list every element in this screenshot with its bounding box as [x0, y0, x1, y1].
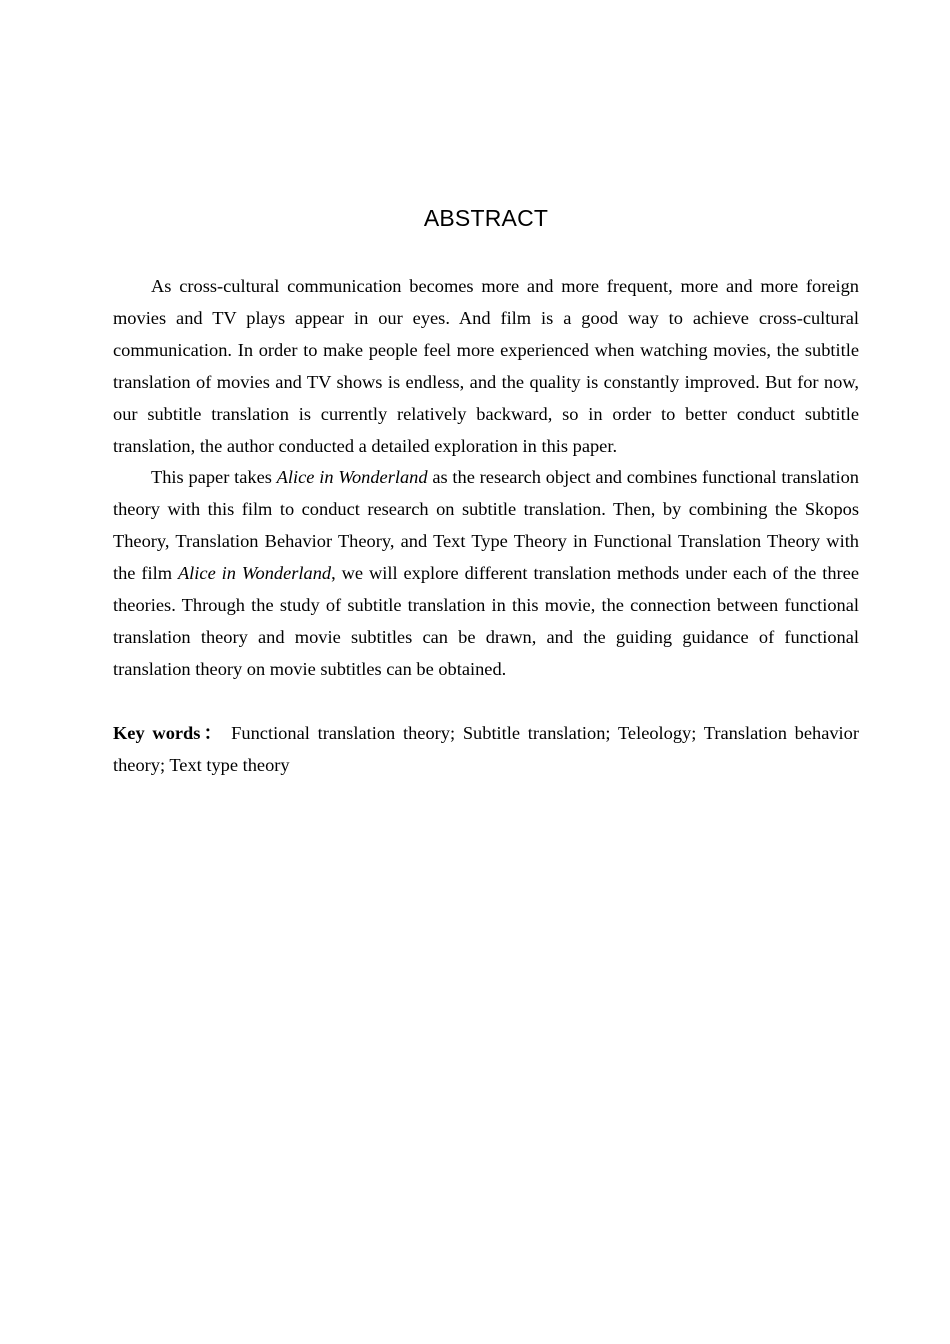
paragraph-2-intro: This paper takes — [151, 467, 277, 488]
keywords-list: Functional translation theory; Subtitle translation; Teleology; Translation behavior theory; Text type theory — [113, 723, 859, 775]
film-title: Alice in Wonderland — [177, 563, 332, 584]
keywords-line — [113, 718, 859, 782]
abstract-title: ABSTRACT — [423, 205, 549, 231]
paragraph-2-middle: as the research object and combines functional translation theory with this film to conduct research on subtitle translation. Then, by combining the Skopos Theory, Translation Behavior Theory, and Text Type Theory in Functional Translation Theory with the film — [113, 467, 859, 584]
film-title: Alice in Wonderland — [276, 467, 428, 488]
keywords-separator: ： — [200, 723, 226, 743]
paragraph-2-end: , we will explore different translation methods under each of the three theories. Through the study of subtitle translation in this movie, the connection between functional translation theory and movie subtitles can be drawn, and the guiding guidance of functional translation theory on movie subtitles can be obtained. — [113, 563, 859, 679]
abstract-body — [113, 271, 859, 686]
keywords-label: Key words — [113, 723, 201, 743]
abstract-paragraph-2 — [113, 462, 859, 685]
abstract-paragraph-1: As cross-cultural communication becomes more and more frequent, more and more foreign movies and TV plays appear in our eyes. And film is a good way to achieve cross-cultural communication. In order to make people feel more experienced when watching movies, the subtitle translation of movies and TV shows is endless, and the quality is constantly improved. But for now, our subtitle translation is currently relatively backward, so in order to better conduct subtitle translation, the author conducted a detailed exploration in this paper. — [113, 276, 859, 456]
